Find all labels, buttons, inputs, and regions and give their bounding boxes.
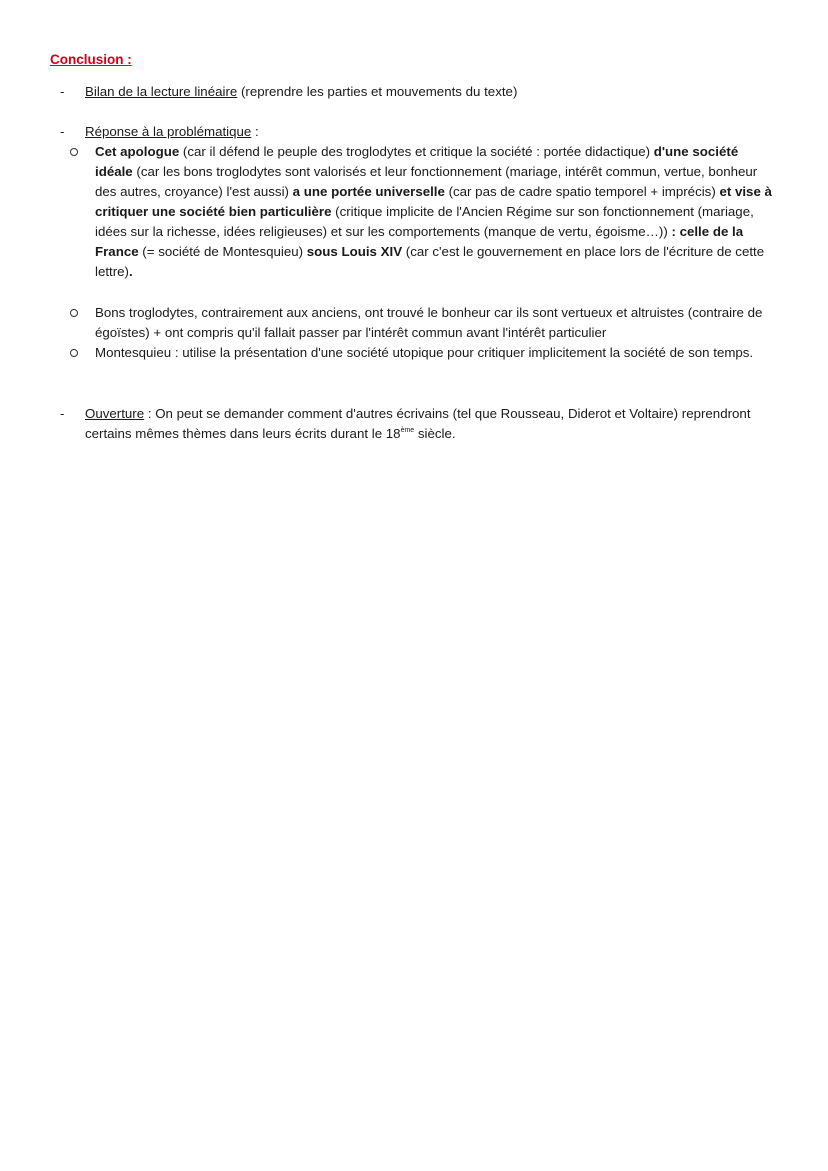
dash-bullet: - xyxy=(60,124,65,139)
bilan-label: Bilan de la lecture linéaire xyxy=(85,84,238,99)
circle-bullet-icon xyxy=(70,148,78,156)
ouverture-label: Ouverture xyxy=(85,406,145,421)
reponse-sub-text-3: Montesquieu : utilise la présentation d'une société utopique pour critiquer implicitement la société de son temps. xyxy=(95,345,754,360)
circle-bullet-icon xyxy=(70,349,78,357)
ouverture-text: Ouverture : On peut se demander comment d'autres écrivains (tel que Rousseau, Diderot et Voltaire) reprendront certains mêmes thèmes dans leurs écrits durant le 18ème siècle. xyxy=(85,406,751,441)
reponse-label: Réponse à la problématique xyxy=(85,124,252,139)
conclusion-title: Conclusion : xyxy=(50,52,132,67)
reponse-sub-text-1: Cet apologue (car il défend le peuple des troglodytes et critique la société : portée didactique) d'une société idéale (car les bons troglodytes sont valorisés et leur fonctionnement (mariage, intérêt commun, vertue, bonheur des autres, croyance) l'est aussi) a une portée universelle (car pas de cadre spatio temporel + imprécis) et vise à critiquer une société bien particulière (critique implicite de l'Ancien Régime sur son fonctionnement (mariage, idées sur la richesse, idées religieuses) et sur les comportements (manque de vertu, égoisme…)) : celle de la France (= société de Montesquieu) sous Louis XIV (car c'est le gouvernement en place lors de l'écriture de cette lettre). xyxy=(95,144,772,279)
dash-bullet: - xyxy=(60,84,65,99)
reponse-heading: Réponse à la problématique : xyxy=(85,124,259,139)
bilan-text: Bilan de la lecture linéaire (reprendre les parties et mouvements du texte) xyxy=(85,84,518,99)
reponse-sub-text-2: Bons troglodytes, contrairement aux anciens, ont trouvé le bonheur car ils sont vertueux et altruistes (contraire de égoïstes) + ont compris qu'il fallait passer par l'intérêt commun avant l'intérêt particulier xyxy=(95,305,763,340)
circle-bullet-icon xyxy=(70,309,78,317)
dash-bullet: - xyxy=(60,406,65,421)
